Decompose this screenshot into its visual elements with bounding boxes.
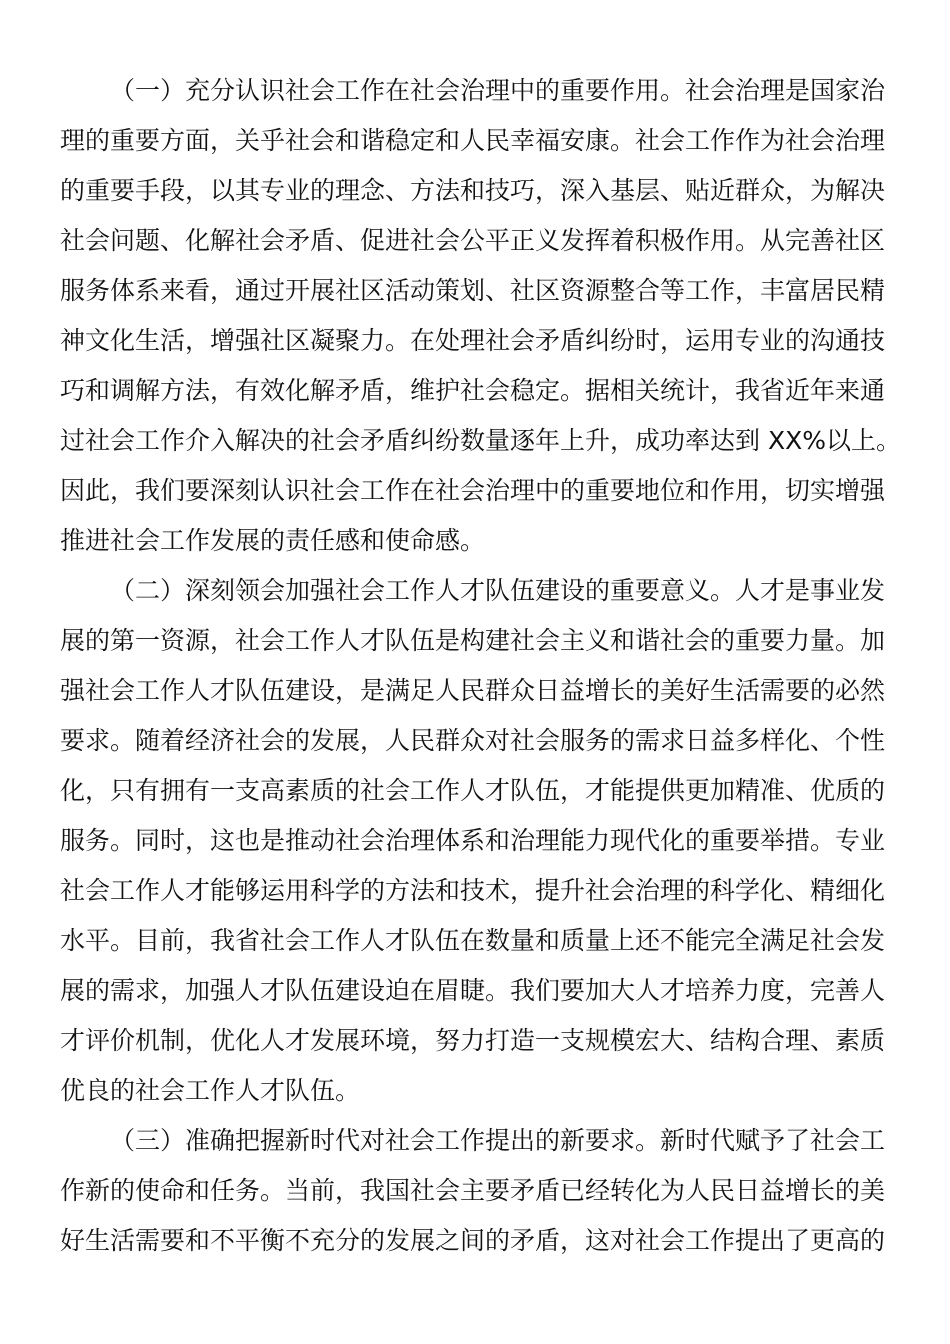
- document-page: [60, 66, 901, 1266]
- paragraph-3: [60, 1116, 886, 1266]
- text-line: 要求。随着经济社会的发展，人民群众对社会服务的需求日益多样化、个性: [60, 726, 886, 755]
- text-line: 过社会工作介入解决的社会矛盾纠纷数量逐年上升，成功率达到 XX%以上。: [60, 426, 901, 455]
- text-line: 因此，我们要深刻认识社会工作在社会治理中的重要地位和作用，切实增强: [60, 476, 886, 505]
- text-line: 服务体系来看，通过开展社区活动策划、社区资源整合等工作，丰富居民精: [60, 276, 886, 305]
- text-line: 的重要手段，以其专业的理念、方法和技巧，深入基层、贴近群众，为解决: [60, 176, 886, 205]
- text-line: 推进社会工作发展的责任感和使命感。: [60, 526, 486, 555]
- text-line: 作新的使命和任务。当前，我国社会主要矛盾已经转化为人民日益增长的美: [60, 1176, 886, 1205]
- text-line: 巧和调解方法，有效化解矛盾，维护社会稳定。据相关统计，我省近年来通: [60, 376, 886, 405]
- text-line: 化，只有拥有一支高素质的社会工作人才队伍，才能提供更加精准、优质的: [60, 776, 886, 805]
- text-line: （二）深刻领会加强社会工作人才队伍建设的重要意义。人才是事业发: [110, 576, 886, 605]
- paragraph-1: [60, 66, 901, 566]
- text-line: 好生活需要和不平衡不充分的发展之间的矛盾，这对社会工作提出了更高的: [60, 1226, 886, 1255]
- text-line: 社会工作人才能够运用科学的方法和技术，提升社会治理的科学化、精细化: [60, 876, 886, 905]
- text-line: 展的需求，加强人才队伍建设迫在眉睫。我们要加大人才培养力度，完善人: [60, 976, 886, 1005]
- text-line: 强社会工作人才队伍建设，是满足人民群众日益增长的美好生活需要的必然: [60, 676, 886, 705]
- text-line: 社会问题、化解社会矛盾、促进社会公平正义发挥着积极作用。从完善社区: [60, 226, 886, 255]
- text-line: （一）充分认识社会工作在社会治理中的重要作用。社会治理是国家治: [110, 76, 886, 105]
- text-line: 理的重要方面，关乎社会和谐稳定和人民幸福安康。社会工作作为社会治理: [60, 126, 886, 155]
- text-line: （三）准确把握新时代对社会工作提出的新要求。新时代赋予了社会工: [110, 1126, 886, 1155]
- text-line: 水平。目前，我省社会工作人才队伍在数量和质量上还不能完全满足社会发: [60, 926, 886, 955]
- text-line: 优良的社会工作人才队伍。: [60, 1076, 361, 1105]
- paragraph-2: [60, 566, 886, 1116]
- text-line: 神文化生活，增强社区凝聚力。在处理社会矛盾纠纷时，运用专业的沟通技: [60, 326, 886, 355]
- text-line: 展的第一资源，社会工作人才队伍是构建社会主义和谐社会的重要力量。加: [60, 626, 886, 655]
- text-line: 服务。同时，这也是推动社会治理体系和治理能力现代化的重要举措。专业: [60, 826, 886, 855]
- text-line: 才评价机制，优化人才发展环境，努力打造一支规模宏大、结构合理、素质: [60, 1026, 886, 1055]
